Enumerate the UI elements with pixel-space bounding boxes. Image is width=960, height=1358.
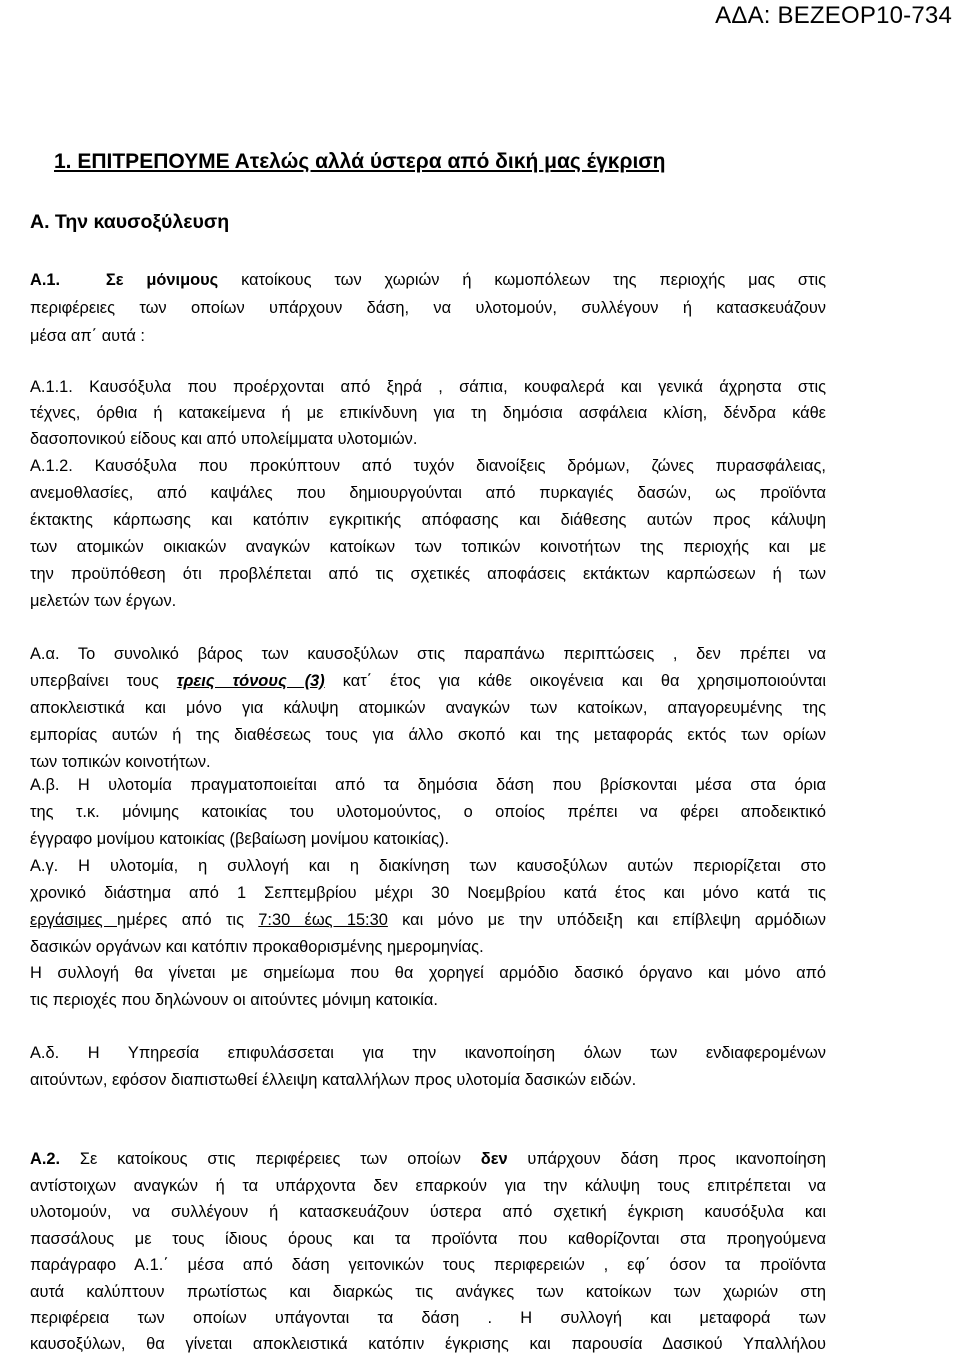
paragraph-line: Α.γ. Η υλοτομία, η συλλογή και η διακίνηση των καυσοξύλων αυτών περιορίζεται στο — [30, 857, 826, 875]
paragraph-line: ανεμοθλασίες, από καψάλες που δημιουργούνται από πυρκαγιές δασών, ως προϊόντα — [30, 484, 826, 502]
paragraph-line: έκτακτης κάρπωσης και κατόπιν εγκριτικής απόφασης και διάθεσης αυτών προς κάλυψη — [30, 511, 826, 529]
text-run: κατοίκους των χωριών ή κωμοπόλεων της περιοχής μας στις — [218, 271, 826, 289]
text-run: ημέρες από τις — [117, 911, 259, 929]
paragraph-line: υλοτομούν, να συλλέγουν ή κατασκευάζουν ύστερα από σχετική έγκριση καυσόξυλα και — [30, 1203, 826, 1221]
bold-phrase: Σε μόνιμους — [105, 271, 219, 289]
paragraph-line: εμπορίας αυτών ή της διαθέσεως τους για άλλο σκοπό και της μεταφοράς εκτός των ορίων — [30, 726, 826, 744]
heading-section-1: 1. ΕΠΙΤΡΕΠΟΥΜΕ Ατελώς αλλά ύστερα από δική μας έγκριση — [54, 150, 666, 173]
paragraph-line: Α.α. Το συνολικό βάρος των καυσοξύλων στις παραπάνω περιπτώσεις , δεν πρέπει να — [30, 645, 826, 663]
underlined-hours: 7:30 έως 15:30 — [258, 911, 388, 929]
paragraph-line: της τ.κ. μόνιμης κατοικίας του υλοτομούντος, ο οποίος πρέπει να φέρει αποδεικτικό — [30, 803, 826, 821]
paragraph-line: των ατομικών οικιακών αναγκών κατοίκων των τοπικών κοινοτήτων της περιοχής και με — [30, 538, 826, 556]
bold-phrase: δεν — [480, 1150, 508, 1168]
paragraph-line: την προϋπόθεση ότι προβλέπεται από τις σχετικές αποφάσεις εκτάκτων καρπώσεων ή των — [30, 565, 826, 583]
ada-code: ΑΔΑ: ΒΕΖΕΟΡ10-734 — [715, 2, 952, 29]
paragraph-line: δασοπονικού είδους και από υπολείμματα υλοτομιών. — [30, 430, 418, 448]
clause-number: Α.2. — [30, 1150, 61, 1168]
paragraph-line: Α.1.1. Καυσόξυλα που προέρχονται από ξηρά , σάπια, κουφαλερά και γενικά άχρηστα στις — [30, 378, 826, 396]
heading-subsection-a: Α. Την καυσοξύλευση — [30, 211, 230, 233]
paragraph-line: περιφέρεια των οποίων υπάγονται τα δάση . Η συλλογή και μεταφορά των — [30, 1309, 826, 1327]
text-run: και μόνο με την υπόδειξη και επίβλεψη αρμόδιων — [387, 911, 826, 929]
paragraph-line: αιτούντων, εφόσον διαπιστωθεί έλλειψη καταλλήλων προς υλοτομία δασικών ειδών. — [30, 1071, 637, 1089]
paragraph-line — [30, 669, 826, 693]
paragraph-line: μελετών των έργων. — [30, 592, 177, 610]
paragraph-line — [30, 908, 826, 932]
paragraph-line: παράγραφο Α.1.΄ μέσα από δάση γειτονικών τους περιφερειών , εφ΄ όσον τα προϊόντα — [30, 1256, 826, 1274]
paragraph-line: τις περιοχές που δηλώνουν οι αιτούντες μόνιμη κατοικία. — [30, 991, 438, 1009]
paragraph-line: τέχνες, όρθια ή κατακείμενα ή με επικίνδυνη για τη δημόσια ασφάλεια κλίση, δένδρα κάθε — [30, 404, 826, 422]
text-run: υπερβαίνει τους — [30, 672, 177, 690]
paragraph-line: μέσα απ΄ αυτά : — [30, 327, 145, 345]
paragraph-line: πασσάλους με τους ίδιους όρους και τα προϊόντα που καθορίζονται στα προηγούμενα — [30, 1230, 826, 1248]
clause-number: Α.1. — [30, 271, 61, 289]
emphasis-three-tons: τρεις τόνους (3) — [176, 672, 325, 690]
paragraph-line — [30, 268, 826, 292]
underlined-working-days: εργάσιμες — [30, 911, 118, 929]
paragraph-line: Η συλλογή θα γίνεται με σημείωμα που θα χορηγεί αρμόδιο δασικό όργανο και μόνο από — [30, 964, 826, 982]
paragraph-line: αυτά καλύπτουν πρωτίστως και διαρκώς τις ανάγκες των κατοίκων των χωριών στη — [30, 1283, 826, 1301]
paragraph-line: περιφέρειες των οποίων υπάρχουν δάση, να υλοτομούν, συλλέγουν ή κατασκευάζουν — [30, 299, 826, 317]
text-run: κατ΄ έτος για κάθε οικογένεια και θα χρησιμοποιούνται — [324, 672, 826, 690]
paragraph-line: Α.1.2. Καυσόξυλα που προκύπτουν από τυχόν διανοίξεις δρόμων, ζώνες πυρασφάλειας, — [30, 457, 826, 475]
paragraph-line — [30, 1147, 826, 1171]
paragraph-line: Α.δ. Η Υπηρεσία επιφυλάσσεται για την ικανοποίηση όλων των ενδιαφερομένων — [30, 1044, 826, 1062]
paragraph-line: Α.β. Η υλοτομία πραγματοποιείται από τα δημόσια δάση που βρίσκονται μέσα στα όρια — [30, 776, 826, 794]
paragraph-line: έγγραφο μονίμου κατοικίας (βεβαίωση μονίμου κατοικίας). — [30, 830, 449, 848]
paragraph-line: των τοπικών κοινοτήτων. — [30, 753, 211, 771]
paragraph-line: αποκλειστικά και μόνο για κάλυψη ατομικών αναγκών των κατοίκων, απαγορευμένης της — [30, 699, 826, 717]
paragraph-line: αντίστοιχων αναγκών ή τα υπάρχοντα δεν επαρκούν για την κάλυψη τους επιτρέπεται να — [30, 1177, 826, 1195]
text-run: Σε κατοίκους στις περιφέρειες των οποίων — [60, 1150, 481, 1168]
paragraph-line: χρονικό διάστημα από 1 Σεπτεμβρίου μέχρι 30 Νοεμβρίου κατά έτος και μόνο κατά τις — [30, 884, 826, 902]
paragraph-line: δασικών οργάνων και κατόπιν προκαθορισμένης ημερομηνίας. — [30, 938, 484, 956]
paragraph-line: καυσοξύλων, θα γίνεται αποκλειστικά κατόπιν έγκρισης και παρουσία Δασικού Υπαλλήλου — [30, 1335, 826, 1353]
text-run: υπάρχουν δάση προς ικανοποίηση — [507, 1150, 826, 1168]
